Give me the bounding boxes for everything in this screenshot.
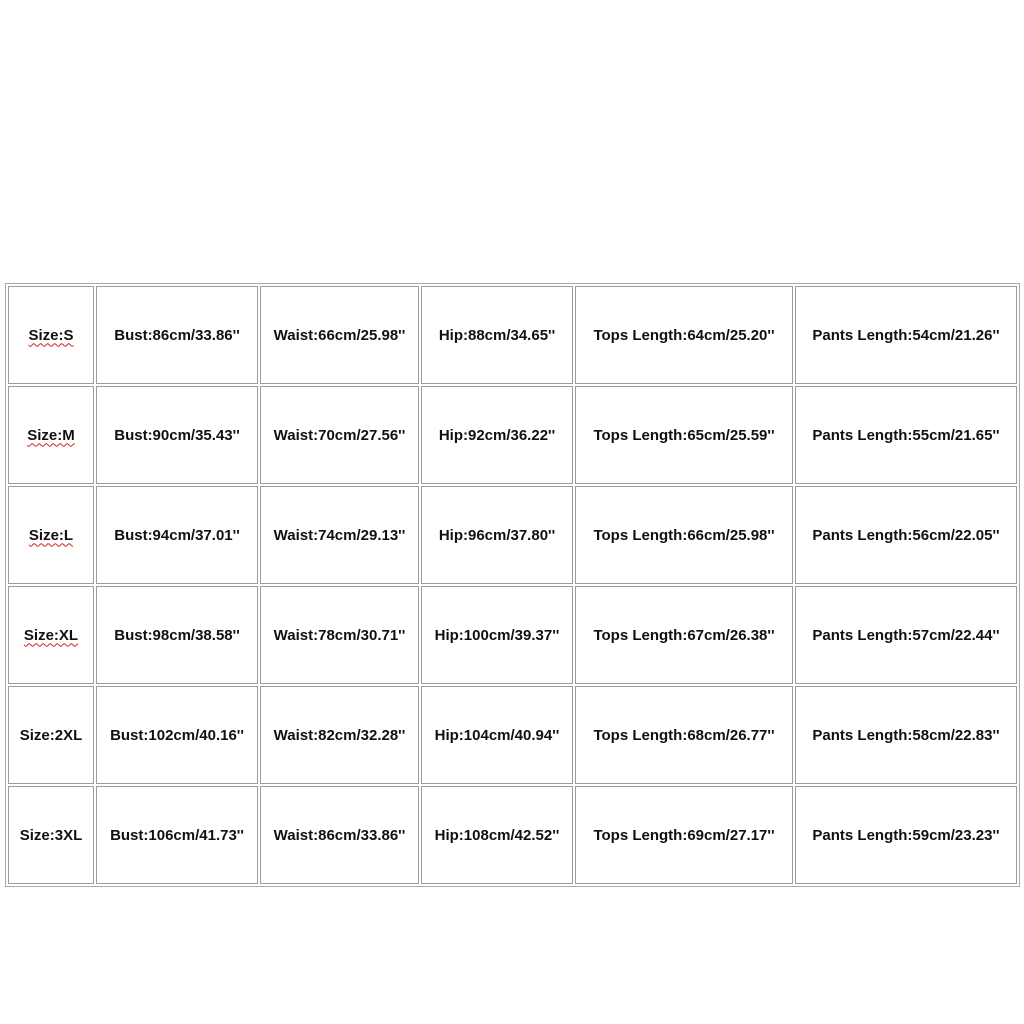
bust-cell: Bust:86cm/33.86'': [96, 286, 258, 384]
pants-length-cell: Pants Length:56cm/22.05'': [795, 486, 1017, 584]
pants-length-cell: Pants Length:54cm/21.26'': [795, 286, 1017, 384]
waist-cell: Waist:82cm/32.28'': [260, 686, 419, 784]
tops-length-cell: Tops Length:68cm/26.77'': [575, 686, 793, 784]
waist-cell: Waist:74cm/29.13'': [260, 486, 419, 584]
tops-length-cell: Tops Length:69cm/27.17'': [575, 786, 793, 884]
size-label: Size:XL: [23, 626, 79, 644]
bust-cell: Bust:102cm/40.16'': [96, 686, 258, 784]
tops-length-cell: Tops Length:64cm/25.20'': [575, 286, 793, 384]
hip-cell: Hip:88cm/34.65'': [421, 286, 573, 384]
size-row-xl: [8, 586, 1017, 684]
pants-length-cell: Pants Length:55cm/21.65'': [795, 386, 1017, 484]
hip-cell: Hip:100cm/39.37'': [421, 586, 573, 684]
size-row-3xl: [8, 786, 1017, 884]
waist-cell: Waist:86cm/33.86'': [260, 786, 419, 884]
hip-cell: Hip:108cm/42.52'': [421, 786, 573, 884]
bust-cell: Bust:90cm/35.43'': [96, 386, 258, 484]
size-label: Size:S: [28, 326, 74, 344]
size-label: Size:3XL: [19, 826, 83, 844]
size-cell: [8, 286, 94, 384]
tops-length-cell: Tops Length:65cm/25.59'': [575, 386, 793, 484]
pants-length-cell: Pants Length:57cm/22.44'': [795, 586, 1017, 684]
size-row-l: [8, 486, 1017, 584]
pants-length-cell: Pants Length:58cm/22.83'': [795, 686, 1017, 784]
hip-cell: Hip:96cm/37.80'': [421, 486, 573, 584]
size-label: Size:L: [28, 526, 74, 544]
size-row-s: [8, 286, 1017, 384]
tops-length-cell: Tops Length:67cm/26.38'': [575, 586, 793, 684]
bust-cell: Bust:94cm/37.01'': [96, 486, 258, 584]
size-cell: [8, 586, 94, 684]
size-cell: [8, 686, 94, 784]
bust-cell: Bust:106cm/41.73'': [96, 786, 258, 884]
pants-length-cell: Pants Length:59cm/23.23'': [795, 786, 1017, 884]
waist-cell: Waist:70cm/27.56'': [260, 386, 419, 484]
hip-cell: Hip:104cm/40.94'': [421, 686, 573, 784]
size-label: Size:M: [27, 426, 75, 444]
hip-cell: Hip:92cm/36.22'': [421, 386, 573, 484]
size-cell: [8, 786, 94, 884]
size-row-m: [8, 386, 1017, 484]
bust-cell: Bust:98cm/38.58'': [96, 586, 258, 684]
size-chart-table: [5, 283, 1020, 887]
tops-length-cell: Tops Length:66cm/25.98'': [575, 486, 793, 584]
size-row-2xl: [8, 686, 1017, 784]
size-label: Size:2XL: [19, 726, 83, 744]
size-cell: [8, 386, 94, 484]
waist-cell: Waist:78cm/30.71'': [260, 586, 419, 684]
size-cell: [8, 486, 94, 584]
waist-cell: Waist:66cm/25.98'': [260, 286, 419, 384]
